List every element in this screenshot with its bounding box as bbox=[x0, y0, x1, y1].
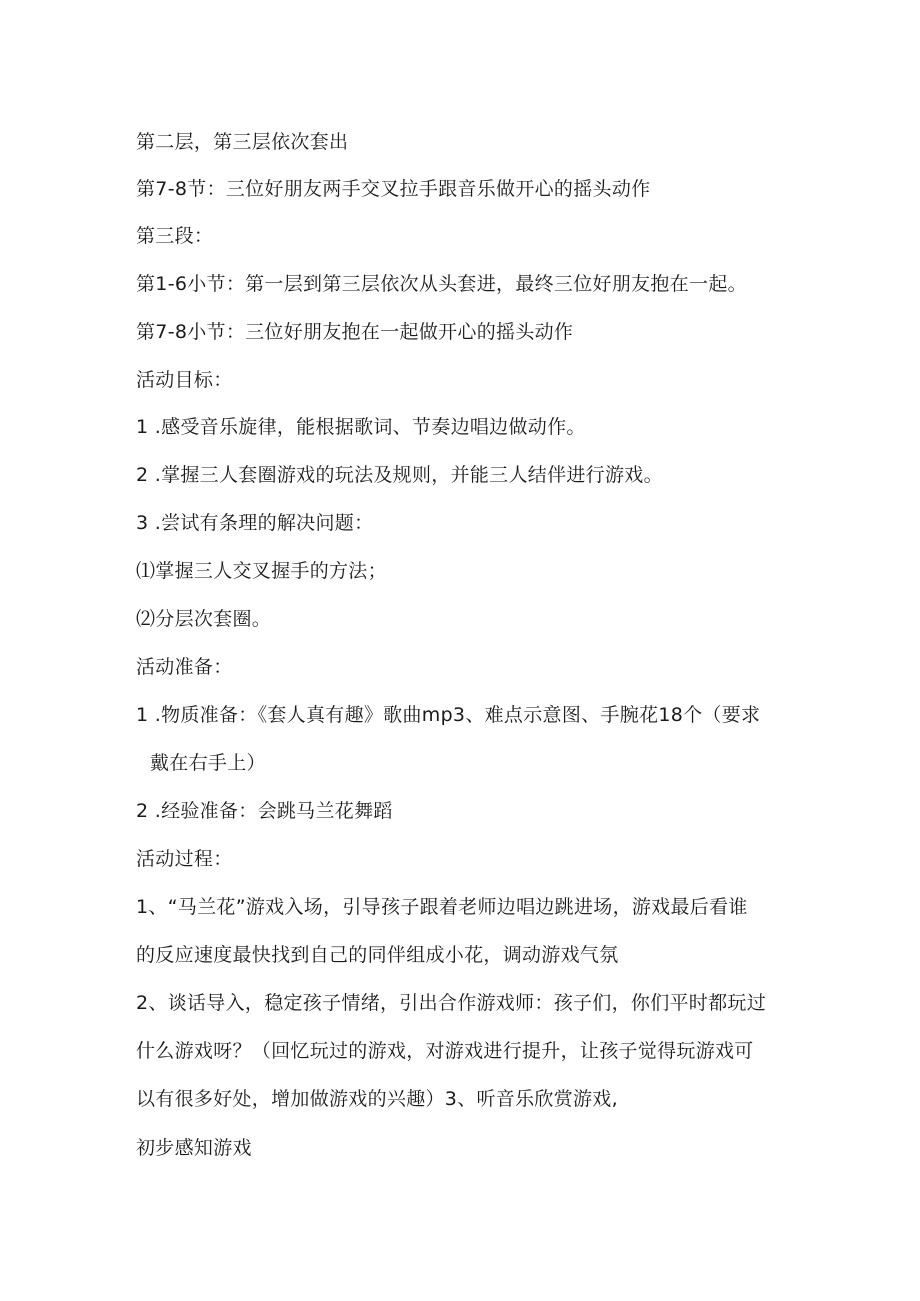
section-heading: 活动准备： bbox=[136, 656, 233, 678]
section-heading: 活动目标： bbox=[136, 369, 233, 391]
text-line: 第7-8节：三位好朋友两手交叉拉手跟音乐做开心的摇头动作 bbox=[136, 178, 651, 200]
list-item-continuation: 初步感知游戏 bbox=[136, 1137, 252, 1159]
list-item: 1 .感受音乐旋律，能根据歌词、节奏边唱边做动作。 bbox=[136, 416, 586, 438]
list-item: 2 .掌握三人套圈游戏的玩法及规则，并能三人结伴进行游戏。 bbox=[136, 464, 663, 486]
section-heading: 活动过程： bbox=[136, 848, 233, 870]
list-item: 1 .物质准备：《套人真有趣》歌曲mp3、难点示意图、手腕花18个（要求 bbox=[136, 704, 761, 726]
text-line: 第二层，第三层依次套出 bbox=[136, 131, 349, 153]
sub-list-item: ⑴掌握三人交叉握手的方法； bbox=[136, 560, 387, 582]
text-line: 第1-6小节：第一层到第三层依次从头套进，最终三位好朋友抱在一起。 bbox=[136, 273, 747, 295]
text-line: 第7-8小节：三位好朋友抱在一起做开心的摇头动作 bbox=[136, 321, 574, 343]
list-item-continuation: 什么游戏呀？（回忆玩过的游戏，对游戏进行提升，让孩子觉得玩游戏可 bbox=[136, 1040, 754, 1062]
list-item-continuation: 以有很多好处，增加做游戏的兴趣）3、听音乐欣赏游戏, bbox=[136, 1088, 618, 1110]
sub-list-item: ⑵分层次套圈。 bbox=[136, 608, 272, 630]
list-item: 2 .经验准备：会跳马兰花舞蹈 bbox=[136, 800, 393, 822]
list-item: 3 .尝试有条理的解决问题： bbox=[136, 512, 374, 534]
list-item: 1、“马兰花”游戏入场，引导孩子跟着老师边唱边跳进场，游戏最后看谁 bbox=[136, 896, 748, 918]
list-item-continuation: 戴在右手上） bbox=[150, 752, 266, 774]
list-item: 2、谈话导入，稳定孩子情绪，引出合作游戏师：孩子们，你们平时都玩过 bbox=[136, 992, 766, 1014]
section-heading: 第三段： bbox=[136, 225, 214, 247]
list-item-continuation: 的反应速度最快找到自己的同伴组成小花，调动游戏气氛 bbox=[136, 944, 619, 966]
